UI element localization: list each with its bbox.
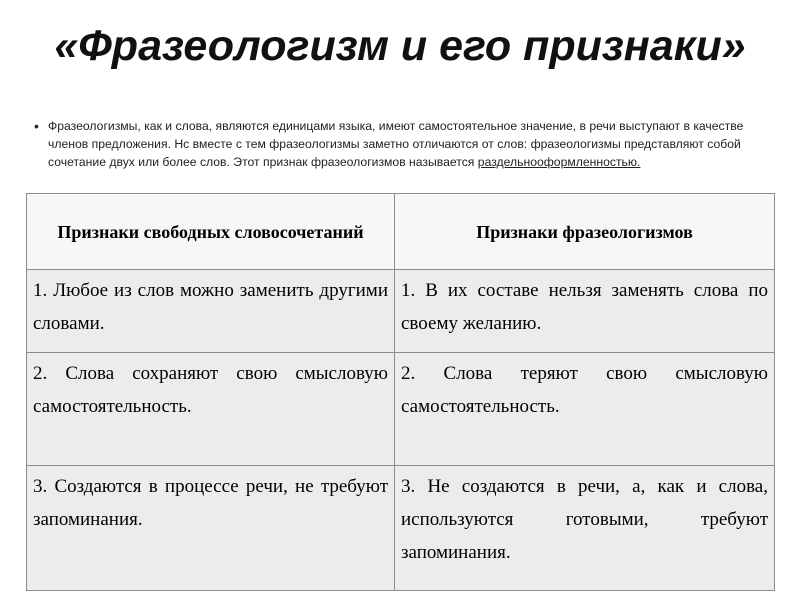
intro-bullet	[34, 117, 758, 171]
table-cell: 2. Слова сохраняют свою смысловую самостоятельность.	[27, 353, 395, 466]
page-title: «Фразеологизм и его признаки»	[54, 22, 746, 70]
header-phraseologisms: Признаки фразеологизмов	[395, 194, 775, 270]
header-free-phrases: Признаки свободных словосочетаний	[27, 194, 395, 270]
table-cell: 3. Создаются в процессе речи, не требуют запоминания.	[27, 466, 395, 591]
table-cell: 1. В их составе нельзя заменять слова по своему желанию.	[395, 270, 775, 353]
table-header-row	[27, 194, 775, 270]
table-row	[27, 466, 775, 591]
intro-term-link[interactable]: раздельнооформленностью.	[477, 155, 641, 169]
intro-body: Фразеологизмы, как и слова, являются единицами языка, имеют самостоятельное значение, в речи выступают в качестве членов предложения. Нс вместе с тем фразеологизмы заметно отличаются от слов: фразеологизмы представляют собой сочетание двух или более слов. Этот признак фразеологизмов называется	[48, 119, 744, 169]
table-row	[27, 353, 775, 466]
comparison-table	[26, 193, 775, 591]
intro-text	[48, 117, 758, 171]
bullet-icon: •	[34, 118, 39, 134]
table-cell: 2. Слова теряют свою смысловую самостоятельность.	[395, 353, 775, 466]
table-cell: 3. Не создаются в речи, а, как и слова, используются готовыми, требуют запоминания.	[395, 466, 775, 591]
table-cell: 1. Любое из слов можно заменить другими словами.	[27, 270, 395, 353]
table-row	[27, 270, 775, 353]
